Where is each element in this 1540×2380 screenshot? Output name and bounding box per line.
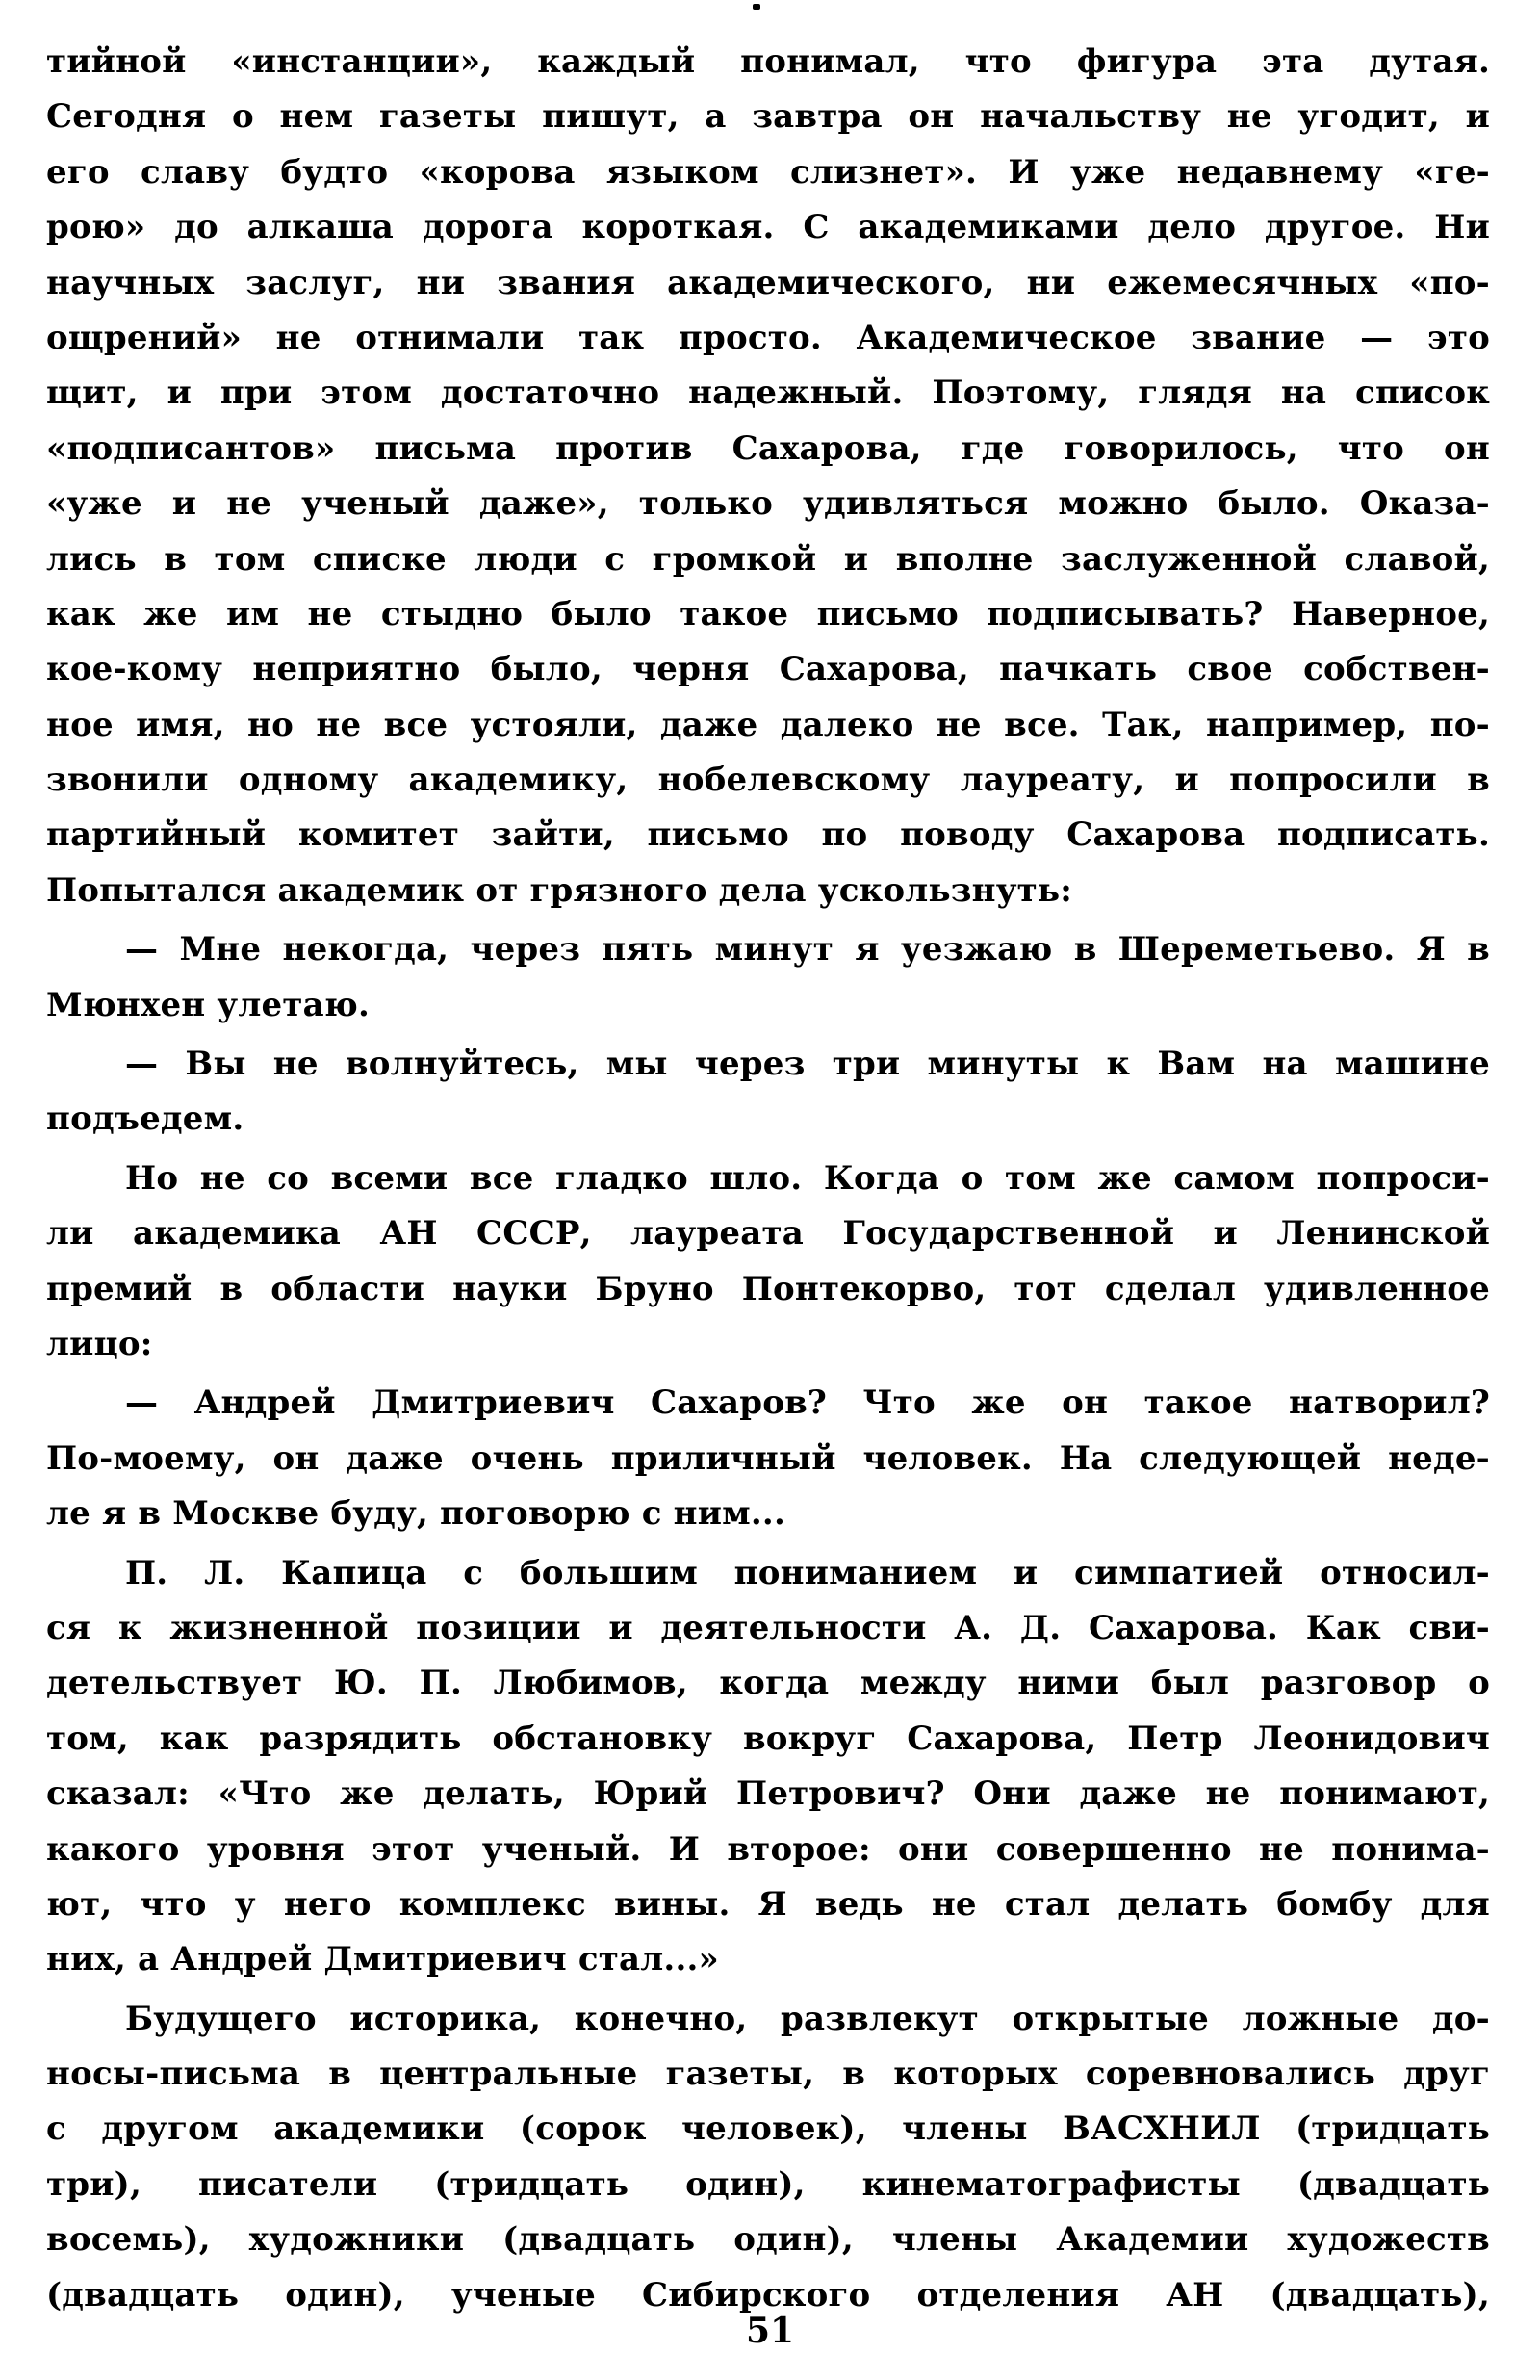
text-line: партийный комитет зайти, письмо по поводу Сахарова подписать. — [46, 815, 1490, 855]
text-line: сказал: «Что же делать, Юрий Петрович? Они даже не понимают, — [46, 1774, 1490, 1814]
paragraph-first-line: — Андрей Дмитриевич Сахаров? Что же он такое натворил? — [125, 1384, 1490, 1423]
paragraph-first-line: П. Л. Капица с большим пониманием и симпатией относил- — [125, 1553, 1490, 1592]
text-line: тийной «инстанции», каждый понимал, что фигура эта дутая. — [46, 42, 1490, 81]
text-line: Попытался академик от грязного дела ускользнуть: — [46, 870, 1072, 910]
paragraph-first-line: — Мне некогда, через пять минут я уезжаю в Шереметьево. Я в — [125, 930, 1490, 970]
text-line: научных заслуг, ни звания академического, ни ежемесячных «по- — [46, 263, 1490, 302]
text-line: кое-кому неприятно было, черня Сахарова, пачкать свое собствен- — [46, 650, 1490, 689]
text-line: Мюнхен улетаю. — [46, 985, 370, 1024]
paragraph-first-line: Но не со всеми все гладко шло. Когда о том же самом попроси- — [125, 1158, 1490, 1198]
text-line: ощрений» не отнимали так просто. Академическое звание — это — [46, 318, 1490, 357]
paragraph-first-line: Будущего историка, конечно, развлекут открытые ложные до- — [125, 1999, 1490, 2038]
text-line: «уже и не ученый даже», только удивляться можно было. Оказа- — [46, 484, 1490, 524]
text-line: ли академика АН СССР, лауреата Государственной и Ленинской — [46, 1214, 1490, 1254]
text-line: ют, что у него комплекс вины. Я ведь не стал делать бомбу для — [46, 1884, 1490, 1924]
text-line: три), писатели (тридцать один), кинематографисты (двадцать — [46, 2164, 1490, 2204]
text-line: как же им не стыдно было такое письмо подписывать? Наверное, — [46, 594, 1490, 634]
page-body — [46, 35, 1490, 2323]
text-line: лись в том списке люди с громкой и вполне заслуженной славой, — [46, 539, 1490, 579]
text-line: них, а Андрей Дмитриевич стал...» — [46, 1940, 719, 1979]
text-line: ся к жизненной позиции и деятельности А. Д. Сахарова. Как сви- — [46, 1608, 1490, 1647]
text-line: его славу будто «корова языком слизнет». И уже недавнему «ге- — [46, 152, 1490, 192]
text-line: какого уровня этот ученый. И второе: они совершенно не понима- — [46, 1829, 1490, 1869]
text-line: рою» до алкаша дорога короткая. С академиками дело другое. Ни — [46, 208, 1490, 247]
text-line: с другом академики (сорок человек), члены ВАСХНИЛ (тридцать — [46, 2109, 1490, 2149]
page-number: 51 — [745, 2311, 795, 2351]
text-line: лицо: — [46, 1324, 153, 1363]
text-line: детельствует Ю. П. Любимов, когда между ними был разговор о — [46, 1664, 1490, 1703]
text-line: звонили одному академику, нобелевскому лауреату, и попросили в — [46, 761, 1490, 800]
print-mark — [753, 4, 760, 10]
text-line: щит, и при этом достаточно надежный. Поэтому, глядя на список — [46, 374, 1490, 413]
text-line: премий в области науки Бруно Понтекорво, тот сделал удивленное — [46, 1269, 1490, 1308]
text-line: ле я в Москве буду, поговорю с ним... — [46, 1494, 786, 1534]
text-line: «подписантов» письма против Сахарова, где говорилось, что он — [46, 428, 1490, 468]
text-line: ное имя, но не все устояли, даже далеко не все. Так, например, по- — [46, 705, 1490, 744]
text-line: подъедем. — [46, 1099, 244, 1139]
text-line: (двадцать один), ученые Сибирского отделения АН (двадцать), — [46, 2275, 1490, 2315]
text-line: носы-письма в центральные газеты, в которых соревновались друг — [46, 2055, 1490, 2094]
text-line: По-моему, он даже очень приличный человек. На следующей неде- — [46, 1438, 1490, 1478]
text-line: Сегодня о нем газеты пишут, а завтра он начальству не угодит, и — [46, 97, 1490, 137]
text-line: том, как разрядить обстановку вокруг Сахарова, Петр Леонидович — [46, 1719, 1490, 1758]
text-line: восемь), художники (двадцать один), члены Академии художеств — [46, 2220, 1490, 2260]
paragraph-first-line: — Вы не волнуйтесь, мы через три минуты к Вам на машине — [125, 1045, 1490, 1084]
